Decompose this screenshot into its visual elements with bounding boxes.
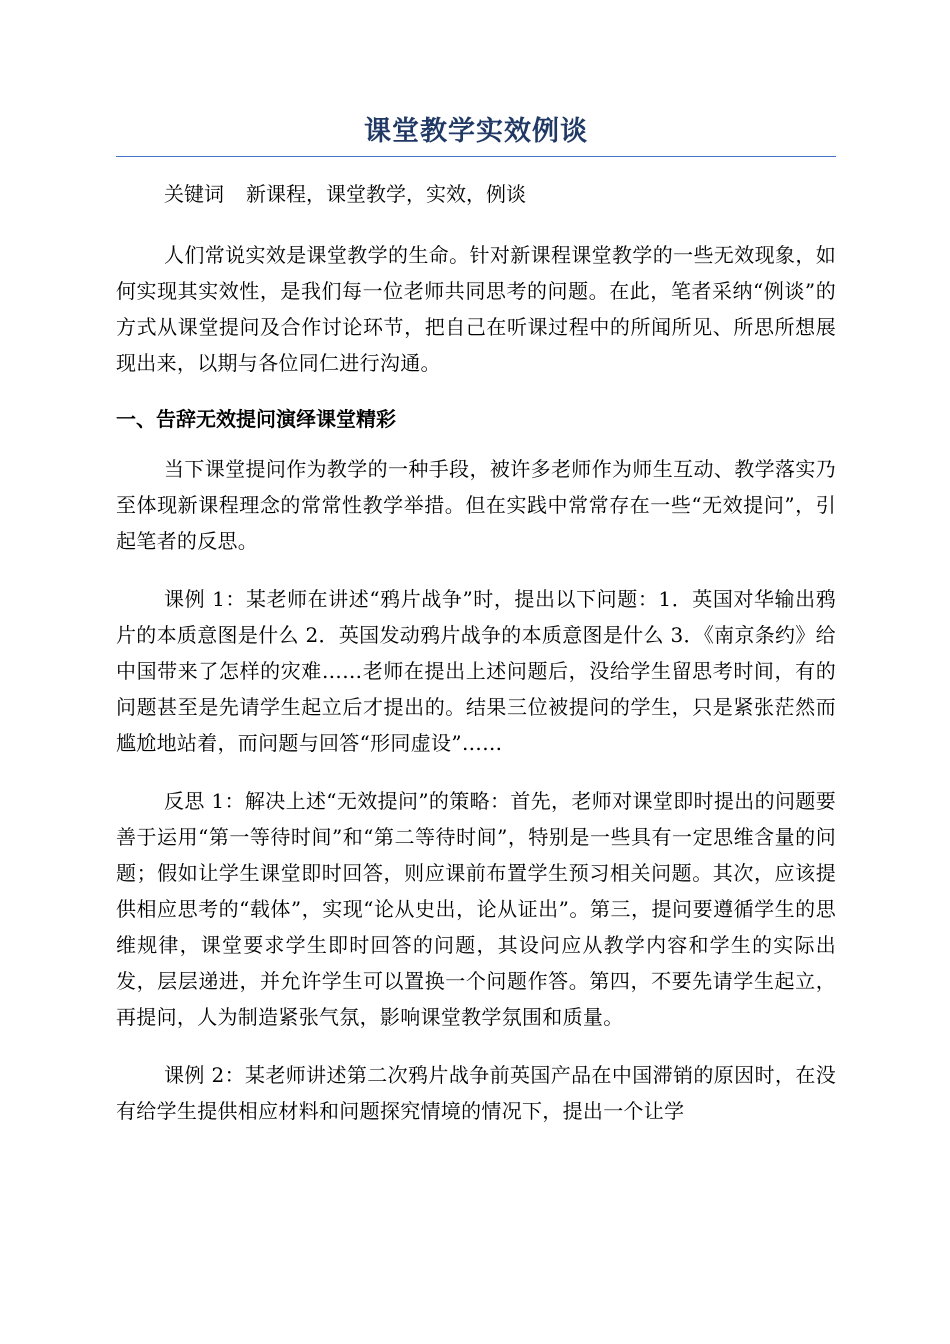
section1-paragraph: 当下课堂提问作为教学的一种手段，被许多老师作为师生互动、教学落实乃至体现新课程理念的常常性教学举措。但在实践中常常存在一些“无效提问”，引起笔者的反思。: [116, 457, 836, 553]
document-page: [116, 110, 836, 1129]
page-title: 课堂教学实效例谈: [364, 116, 588, 147]
title-underline: [116, 156, 836, 157]
case-2-paragraph: 课例 2：某老师讲述第二次鸦片战争前英国产品在中国滞销的原因时，在没有给学生提供相应材料和问题探究情境的情况下，提出一个让学: [116, 1063, 836, 1123]
keywords-value: 新课程，课堂教学，实效，例谈: [246, 182, 526, 206]
keywords-label: 关键词: [164, 182, 224, 206]
section-heading-1: 一、告辞无效提问演绎课堂精彩: [116, 407, 396, 431]
case-1-paragraph: 课例 1：某老师在讲述“鸦片战争”时，提出以下问题：1．英国对华输出鸦片的本质意图是什么 2．英国发动鸦片战争的本质意图是什么 3．《南京条约》给中国带来了怎样的灾难……老师在提出上述问题后，没给学生留思考时间，有的问题甚至是先请学生起立后才提出的。结果三位被提问的学生，只是紧张茫然而尴尬地站着，而问题与回答“形同虚设”……: [116, 587, 836, 755]
reflection-1-paragraph: 反思 1：解决上述“无效提问”的策略：首先，老师对课堂即时提出的问题要善于运用“第一等待时间”和“第二等待时间”，特别是一些具有一定思维含量的问题；假如让学生课堂即时回答，则应课前布置学生预习相关问题。其次，应该提供相应思考的“载体”，实现“论从史出，论从证出”。第三，提问要遵循学生的思维规律，课堂要求学生即时回答的问题，其设问应从教学内容和学生的实际出发，层层递进，并允许学生可以置换一个问题作答。第四，不要先请学生起立，再提问，人为制造紧张气氛，影响课堂教学氛围和质量。: [116, 789, 836, 1029]
intro-paragraph: 人们常说实效是课堂教学的生命。针对新课程课堂教学的一些无效现象，如何实现其实效性，是我们每一位老师共同思考的问题。在此，笔者采纳“例谈”的方式从课堂提问及合作讨论环节，把自己在听课过程中的所闻所见、所思所想展现出来，以期与各位同仁进行沟通。: [116, 243, 836, 375]
keywords-line: [116, 175, 836, 213]
